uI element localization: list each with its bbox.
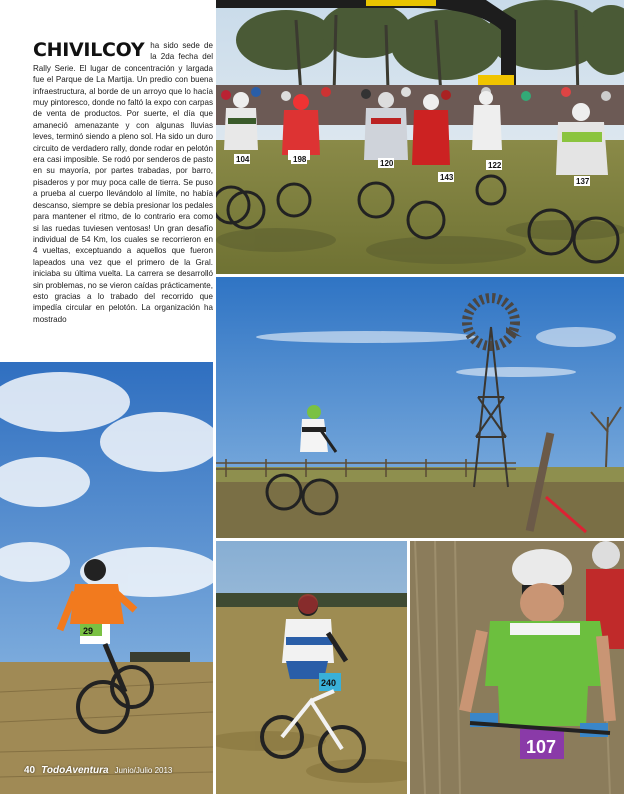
page-number: 40 (24, 765, 36, 776)
issue-date: Junio/Julio 2013 (114, 766, 173, 775)
magazine-brand: TodoAventura (41, 765, 109, 776)
bib-number: 143 (440, 173, 454, 182)
bib-number: 104 (236, 155, 250, 164)
article-text (33, 40, 213, 356)
photo-field-rider (216, 541, 407, 794)
article-body: ha sido sede de la 2da fecha del Rally Serie. El lugar de concentración y largada fue el Parque de La Martija. Un predio con buena infraestructura, al borde de un arroyo que lo hacía muy pintoresco, donde no faltó la expo con carpas de venta de productos. Por suerte, el día que amaneció amenazante y con algunas lluvias leves, terminó siendo a pleno sol. Ha sido un duro circuito de verdadero rally, donde rodar en pelotón era casi imposible. Se rodó por senderos de pasto en su mayoría, por partes trabadas, por barro, pisaderos y por muy poca calle de tierra. Se puso a prueba al cuerpo llevándolo al límite, no había descanso, siempre se debía presionar los pedales para mantener el ritmo, de lo contrario era como si las ruedas tuviesen ventosas! Un gran desafío individual de 54 Km, los cuales se recorrieron en 4 vueltas, exceptuando a aquellos que fueron lapeados una vez que el primero de la Gral. iniciaba su última vuelta. La carrera se desarrolló sin problemas, no se vieron caídas prácticamente, esto gracias a lo trabado del recorrido que impedía circular en pelotón. La organización ha mostrado (33, 41, 213, 324)
photo-green-rider (410, 541, 624, 794)
bib-number: 120 (380, 159, 394, 168)
bib-number: 198 (293, 155, 307, 164)
article-lead-word: CHIVILCOY (33, 40, 145, 61)
bib-number: 29 (83, 626, 94, 636)
photo-orange-rider (0, 362, 213, 794)
bib-number: 107 (526, 737, 557, 757)
photo-windmill-rider (216, 277, 624, 538)
page-footer (24, 765, 172, 779)
bib-number: 122 (488, 161, 502, 170)
photo-race-start (216, 0, 624, 274)
bib-number: 137 (576, 177, 590, 186)
bib-number: 240 (321, 678, 337, 688)
